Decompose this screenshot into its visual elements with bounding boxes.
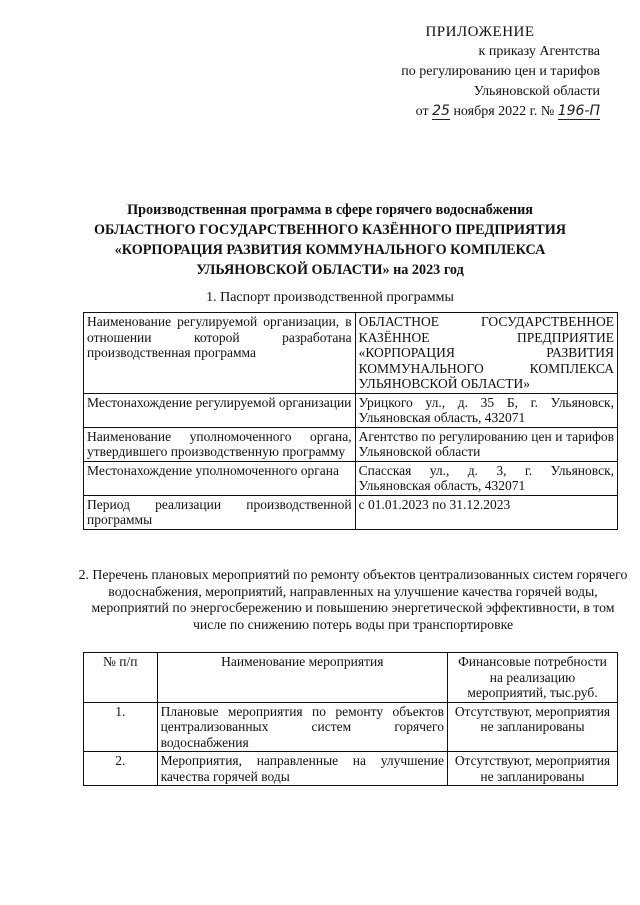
section-2-heading: 2. Перечень плановых мероприятий по ремонту объектов централизованных систем горячего водоснабжения, мероприятий, направленных на улучшение качества горячей воды, мероприятий по энергосбережению и повышению энергетической эффективности, в том числе по снижению потерь воды при транспортировке [78,567,628,632]
table-row [84,461,618,495]
appendix-line-3: Ульяновской области [473,84,600,99]
table-row [84,427,618,461]
section-1-heading: 1. Паспорт производственной программы [206,290,454,305]
table-row [84,393,618,427]
date-prefix: от [415,104,429,119]
passport-label: Местонахождение уполномоченного органа [84,461,356,495]
appendix-block [300,22,600,122]
date-day-handwritten: 25 [432,103,450,119]
table-row [84,752,618,786]
title-line-3: «КОРПОРАЦИЯ РАЗВИТИЯ КОММУНАЛЬНОГО КОМПЛЕКСА [114,242,546,258]
measures-table [83,652,618,786]
appendix-header: ПРИЛОЖЕНИЕ [425,24,535,40]
table-row [84,313,618,394]
passport-value: с 01.01.2023 по 31.12.2023 [355,495,617,529]
title-line-1: Производственная программа в сфере горячего водоснабжения [127,202,533,218]
row-num: 2. [84,752,158,786]
table-row [84,495,618,529]
passport-label: Наименование уполномоченного органа, утвердившего производственную программу [84,427,356,461]
date-middle: ноября 2022 г. № [453,104,555,119]
title-line-2: ОБЛАСТНОГО ГОСУДАРСТВЕННОГО КАЗЁННОГО ПРЕДПРИЯТИЯ [93,222,567,238]
passport-value: Урицкого ул., д. 35 Б, г. Ульяновск, Ульяновская область, 432071 [355,393,617,427]
header-name: Наименование мероприятия [157,653,447,703]
header-finance: Финансовые потребности на реализацию мероприятий, тыс.руб. [447,653,617,703]
row-num: 1. [84,702,158,752]
passport-value: Агентство по регулированию цен и тарифов Ульяновской области [355,427,617,461]
row-finance: Отсутствуют, мероприятия не запланированы [447,752,617,786]
passport-label: Местонахождение регулируемой организации [84,393,356,427]
passport-value: ОБЛАСТНОЕ ГОСУДАРСТВЕННОЕ КАЗЁННОЕ ПРЕДПРИЯТИЕ «КОРПОРАЦИЯ РАЗВИТИЯ КОММУНАЛЬНОГО КОМПЛЕКСА УЛЬЯНОВСКОЙ ОБЛАСТИ» [355,313,617,394]
passport-label: Период реализации производственной программы [84,495,356,529]
passport-table [83,312,618,530]
appendix-line-2: по регулированию цен и тарифов [401,64,600,79]
appendix-line-1: к приказу Агентства [478,44,600,59]
document-title [60,200,600,280]
passport-label: Наименование регулируемой организации, в отношении которой разработана производственная программа [84,313,356,394]
row-finance: Отсутствуют, мероприятия не запланированы [447,702,617,752]
row-name: Мероприятия, направленные на улучшение качества горячей воды [157,752,447,786]
row-name: Плановые мероприятия по ремонту объектов централизованных систем горячего водоснабжения [157,702,447,752]
table-header-row [84,653,618,703]
header-num: № п/п [84,653,158,703]
table-row [84,702,618,752]
order-number-handwritten: 196-П [557,103,600,119]
appendix-date-line [300,102,600,122]
passport-value: Спасская ул., д. 3, г. Ульяновск, Ульяновская область, 432071 [355,461,617,495]
title-line-4: УЛЬЯНОВСКОЙ ОБЛАСТИ» на 2023 год [196,262,464,278]
